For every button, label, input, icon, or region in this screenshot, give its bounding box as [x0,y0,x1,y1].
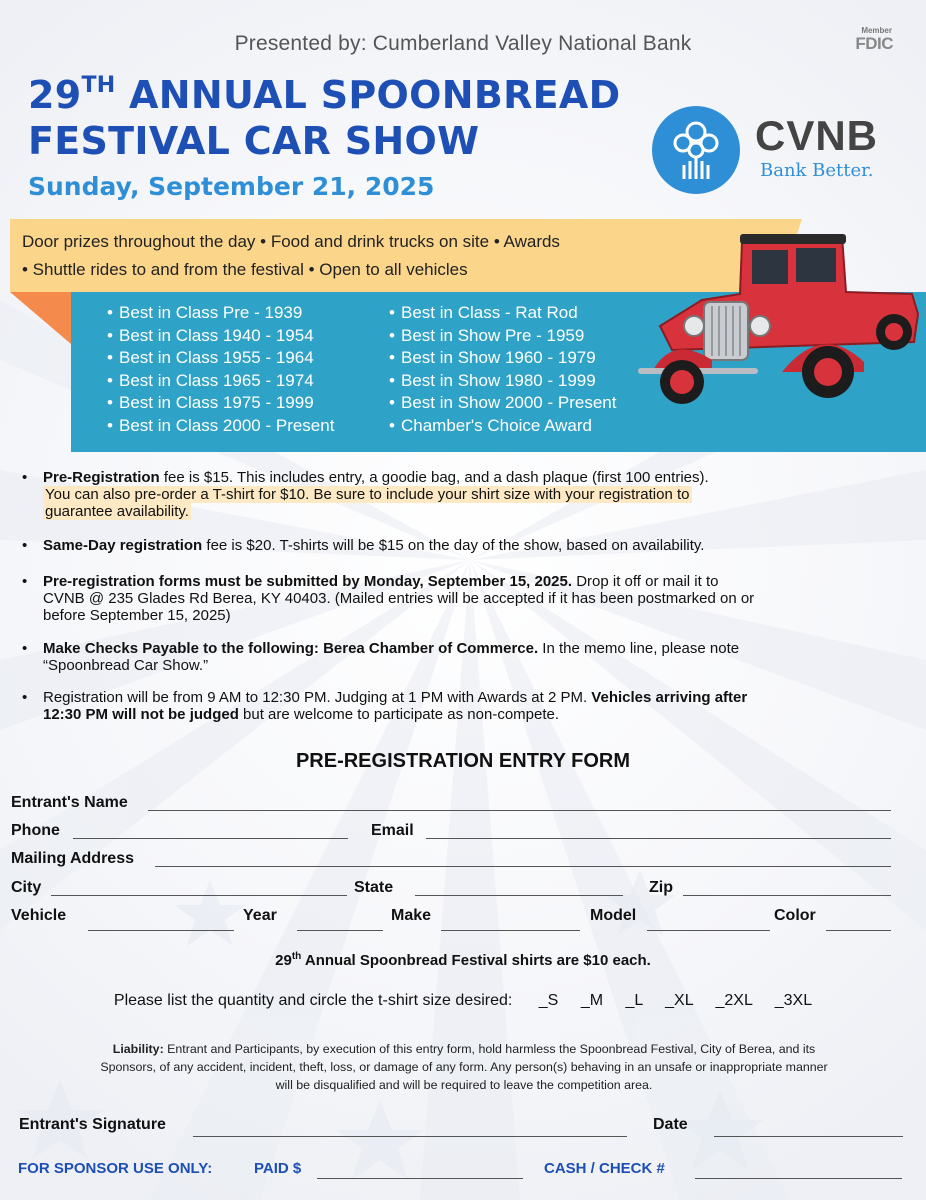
award-item: • Best in Class 2000 - Present [101,415,334,438]
entrant-name-label: Entrant's Name [11,794,128,811]
mailing-address-field[interactable] [155,866,891,867]
email-label: Email [371,822,414,839]
model-label: Model [590,907,637,924]
size-l-option[interactable]: _L [625,992,643,1009]
form-title: PRE-REGISTRATION ENTRY FORM [295,750,631,772]
prereg-bold: Pre-Registration [43,469,160,486]
date-label: Date [653,1116,688,1133]
phone-label: Phone [11,822,60,839]
entrant-name-field[interactable] [148,810,891,811]
signature-label: Entrant's Signature [19,1116,166,1133]
prereg-highlight-2: guarantee availability. [45,503,189,520]
paid-field[interactable] [317,1178,523,1179]
bullet-dot: • [22,469,28,486]
page-title [28,72,668,164]
sponsor-only-label: FOR SPONSOR USE ONLY: [18,1160,213,1177]
bullet-dot: • [22,640,28,657]
size-xl-option[interactable]: _XL [665,992,694,1009]
bullet-dot: • [22,573,28,590]
zip-label: Zip [649,879,673,896]
liability-notice [14,1040,914,1094]
highlight-line-2: • Shuttle rides to and from the festival • Open to all vehicles [22,260,468,279]
tree-icon [651,105,741,195]
shirts-text: Annual Spoonbread Festival shirts are $10 each. [301,952,651,969]
award-item: • Best in Class - Rat Rod [383,302,616,325]
info-prereg [22,469,902,520]
size-2xl-option[interactable]: _2XL [715,992,753,1009]
signature-field[interactable] [193,1136,627,1137]
awards-list-left [101,302,334,438]
shirts-prompt: Please list the quantity and circle the t-shirt size desired: [113,992,513,1009]
award-item: • Best in Class Pre - 1939 [101,302,334,325]
liability-bold: Liability: [112,1042,164,1056]
info-sameday [22,537,902,554]
title-line1: ANNUAL SPOONBREAD [129,73,621,117]
deadline-text-3: before September 15, 2025) [43,607,231,624]
logo-name: CVNB [755,112,879,159]
award-item: • Best in Class 1975 - 1999 [101,392,334,415]
deadline-bold: Pre-registration forms must be submitted by Monday, September 15, 2025. [43,573,573,590]
classic-car-image [632,222,926,412]
info-checks [22,640,902,674]
deadline-text-2: CVNB @ 235 Glades Rd Berea, KY 40403. (Mailed entries will be accepted if it has been postmarked on or [43,590,755,607]
deadline-text-1: Drop it off or mail it to [572,573,719,590]
year-field[interactable] [297,930,383,931]
vehicle-field[interactable] [88,930,234,931]
shirts-num: 29 [275,952,292,969]
checks-text-2: “Spoonbread Car Show.” [43,657,209,674]
fdic-logo: FDIC [855,34,893,53]
title-number: 29 [28,73,82,117]
make-label: Make [391,907,432,924]
city-field[interactable] [51,895,347,896]
times-text: Registration will be from 9 AM to 12:30 PM. Judging at 1 PM with Awards at 2 PM. [43,689,588,706]
liability-line-2: Sponsors, of any accident, incident, theft, loss, or damage of any form. Any person(s) behaving in an unsafe or inappropriate manner [100,1060,828,1074]
info-deadline [22,573,902,624]
fdic-member-label: Member [861,26,892,35]
highlight-line-1: Door prizes throughout the day • Food and drink trucks on site • Awards [22,232,560,251]
award-item: • Best in Show Pre - 1959 [383,325,616,348]
times-bold-2: 12:30 PM will not be judged [43,706,239,723]
logo-tagline: Bank Better. [760,160,874,181]
color-field[interactable] [826,930,891,931]
award-item: • Best in Show 1980 - 1999 [383,370,616,393]
liability-line-3: will be disqualified and will be required to leave the competition area. [275,1078,653,1092]
event-date: Sunday, September 21, 2025 [28,172,435,201]
size-m-option[interactable]: _M [580,992,604,1009]
info-times [22,689,902,723]
state-field[interactable] [415,895,623,896]
times-text-2: but are welcome to participate as non-compete. [238,706,560,723]
shirts-title [0,951,926,969]
checks-bold: Make Checks Payable to the following: Berea Chamber of Commerce. [43,640,539,657]
make-field[interactable] [441,930,580,931]
cash-check-field[interactable] [695,1178,902,1179]
award-item: • Best in Class 1955 - 1964 [101,347,334,370]
city-label: City [11,879,42,896]
award-item: • Best in Class 1965 - 1974 [101,370,334,393]
sameday-text: fee is $20. T-shirts will be $15 on the day of the show, based on availability. [202,537,705,554]
award-item: • Best in Show 2000 - Present [383,392,616,415]
mailing-address-label: Mailing Address [11,850,134,867]
bullet-dot: • [22,537,28,554]
vehicle-label: Vehicle [11,907,67,924]
shirt-size-row [0,992,926,1010]
prereg-text: fee is $15. This includes entry, a goodie bag, and a dash plaque (first 100 entries). [159,469,709,486]
checks-text-1: In the memo line, please note [538,640,740,657]
color-label: Color [774,907,816,924]
size-s-option[interactable]: _S [538,992,559,1009]
model-field[interactable] [647,930,770,931]
awards-list-right [383,302,616,438]
zip-field[interactable] [683,895,891,896]
date-field[interactable] [714,1136,903,1137]
shirts-sup: th [291,951,302,962]
phone-field[interactable] [73,838,348,839]
title-line2: FESTIVAL CAR SHOW [28,119,480,163]
award-item: • Best in Class 1940 - 1954 [101,325,334,348]
paid-label: PAID $ [254,1160,302,1177]
size-3xl-option[interactable]: _3XL [774,992,813,1009]
state-label: State [354,879,394,896]
prereg-highlight-1: You can also pre-order a T-shirt for $10. Be sure to include your shirt size with your registration to [45,486,690,503]
times-bold-1: Vehicles arriving after [587,689,748,706]
presented-by: Presented by: Cumberland Valley National Bank [234,32,692,55]
bullet-dot: • [22,689,28,706]
email-field[interactable] [426,838,891,839]
cash-check-label: CASH / CHECK # [544,1160,665,1177]
liability-line-1: Entrant and Participants, by execution of this entry form, hold harmless the Spoonbread Festival, City of Berea, and its [163,1042,816,1056]
award-item: • Chamber's Choice Award [383,415,616,438]
title-suffix: TH [81,73,116,98]
year-label: Year [243,907,277,924]
sameday-bold: Same-Day registration [43,537,203,554]
award-item: • Best in Show 1960 - 1979 [383,347,616,370]
